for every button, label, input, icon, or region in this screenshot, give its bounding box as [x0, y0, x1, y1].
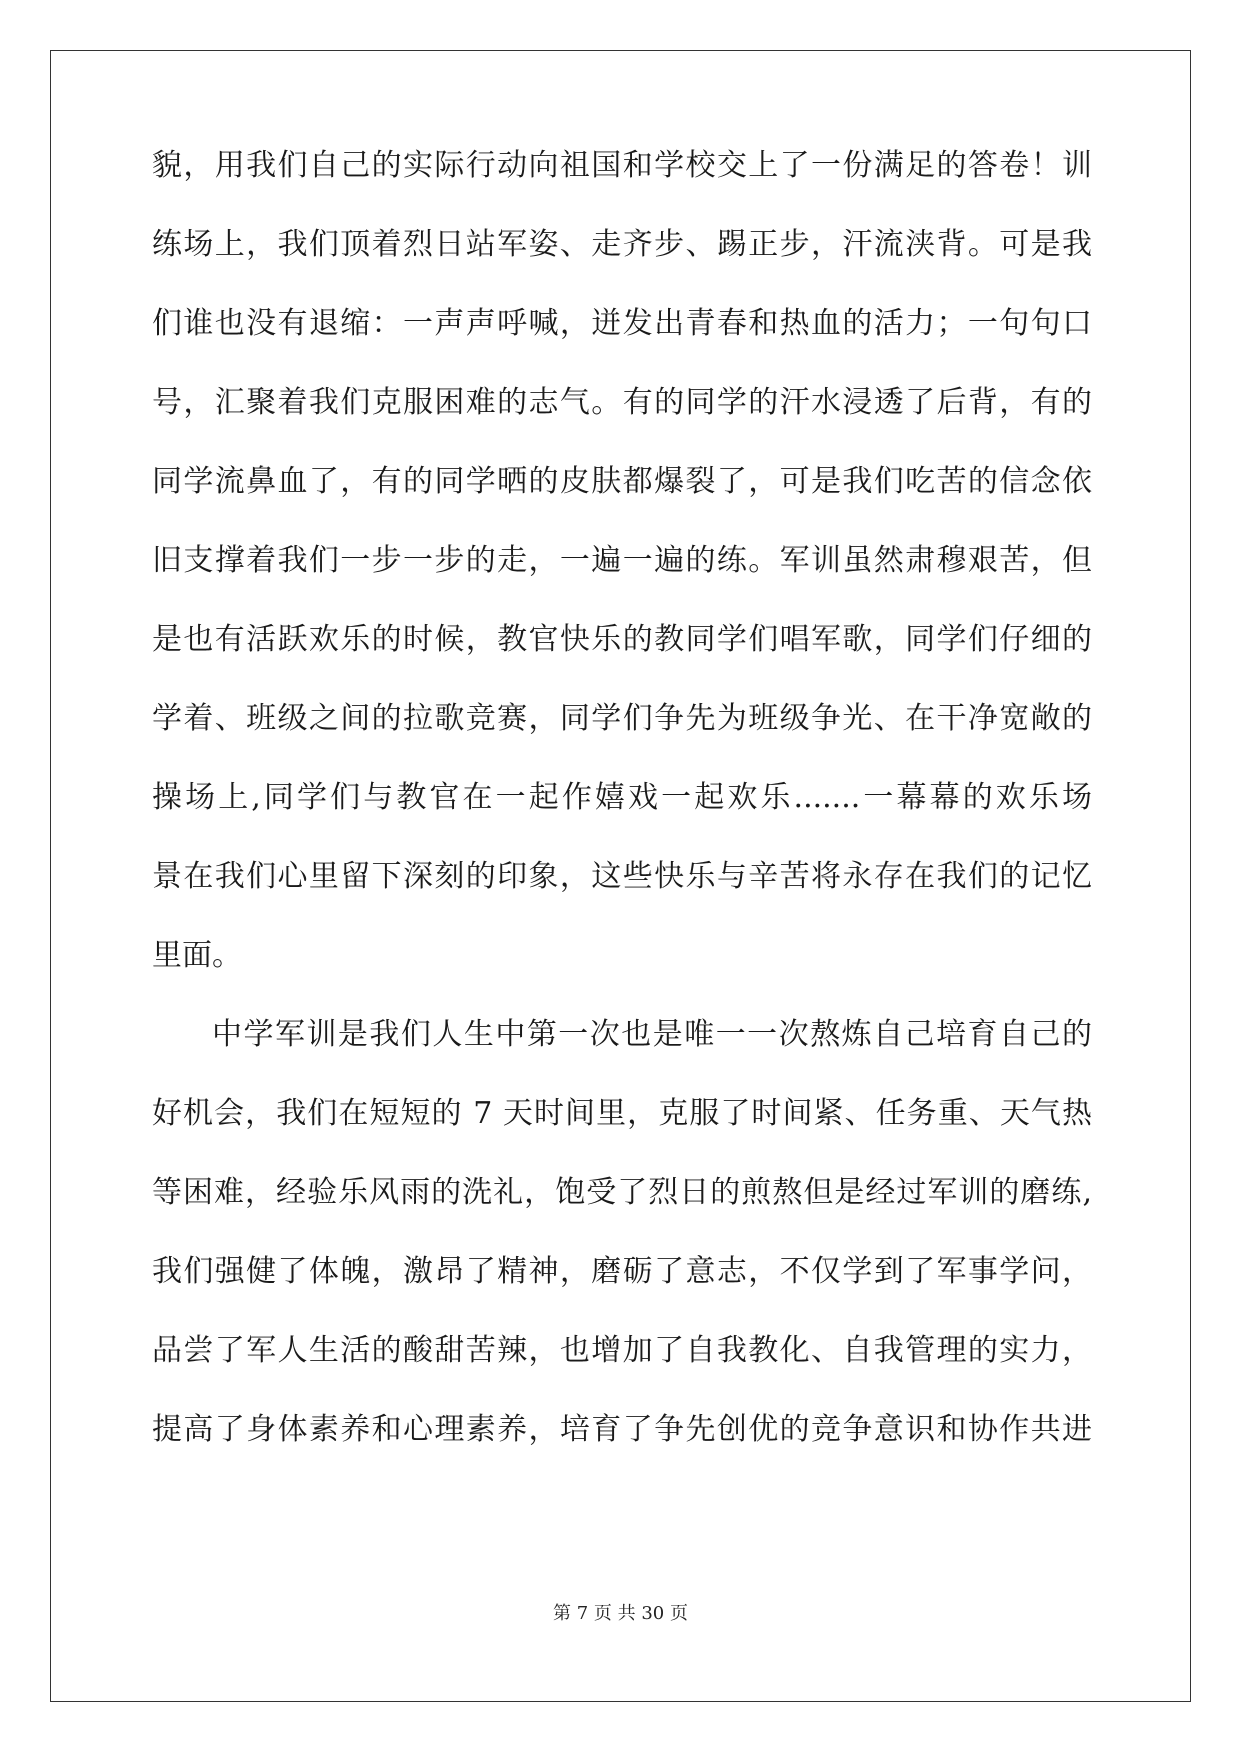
text-line: 品尝了军人生活的酸甜苦辣，也增加了自我教化、自我管理的实力，: [152, 1333, 1092, 1368]
text-line: 提高了身体素养和心理素养，培育了争先创优的竞争意识和协作共进: [152, 1412, 1092, 1447]
text-line: 学着、班级之间的拉歌竞赛，同学们争先为班级争光、在干净宽敞的: [152, 701, 1092, 736]
text-line: 里面。: [152, 938, 242, 973]
text-line: 我们强健了体魄，激昂了精神，磨砺了意志，不仅学到了军事学问，: [152, 1254, 1092, 1289]
text-line: 等困难，经验乐风雨的洗礼，饱受了烈日的煎熬但是经过军训的磨练,: [152, 1175, 1092, 1210]
text-line: 操场上,同学们与教官在一起作嬉戏一起欢乐.......一幕幕的欢乐场: [152, 780, 1092, 815]
text-line: 同学流鼻血了，有的同学晒的皮肤都爆裂了，可是我们吃苦的信念依: [152, 464, 1092, 499]
text-line: 貌，用我们自己的实际行动向祖国和学校交上了一份满足的答卷！训: [152, 148, 1092, 183]
text-line: 是也有活跃欢乐的时候，教官快乐的教同学们唱军歌，同学们仔细的: [152, 622, 1092, 657]
page-number-footer: 第 7 页 共 30 页: [553, 1603, 688, 1624]
text-line: 旧支撑着我们一步一步的走，一遍一遍的练。军训虽然肃穆艰苦，但: [152, 543, 1092, 578]
text-line: 号，汇聚着我们克服困难的志气。有的同学的汗水浸透了后背，有的: [152, 385, 1092, 420]
text-line: 好机会，我们在短短的 7 天时间里，克服了时间紧、任务重、天气热: [152, 1096, 1092, 1131]
text-line: 中学军训是我们人生中第一次也是唯一一次熬炼自己培育自己的: [212, 1017, 1092, 1052]
text-line: 练场上，我们顶着烈日站军姿、走齐步、踢正步，汗流浃背。可是我: [152, 227, 1092, 262]
text-line: 景在我们心里留下深刻的印象，这些快乐与辛苦将永存在我们的记忆: [152, 859, 1092, 894]
text-line: 们谁也没有退缩：一声声呼喊，迸发出青春和热血的活力；一句句口: [152, 306, 1092, 341]
